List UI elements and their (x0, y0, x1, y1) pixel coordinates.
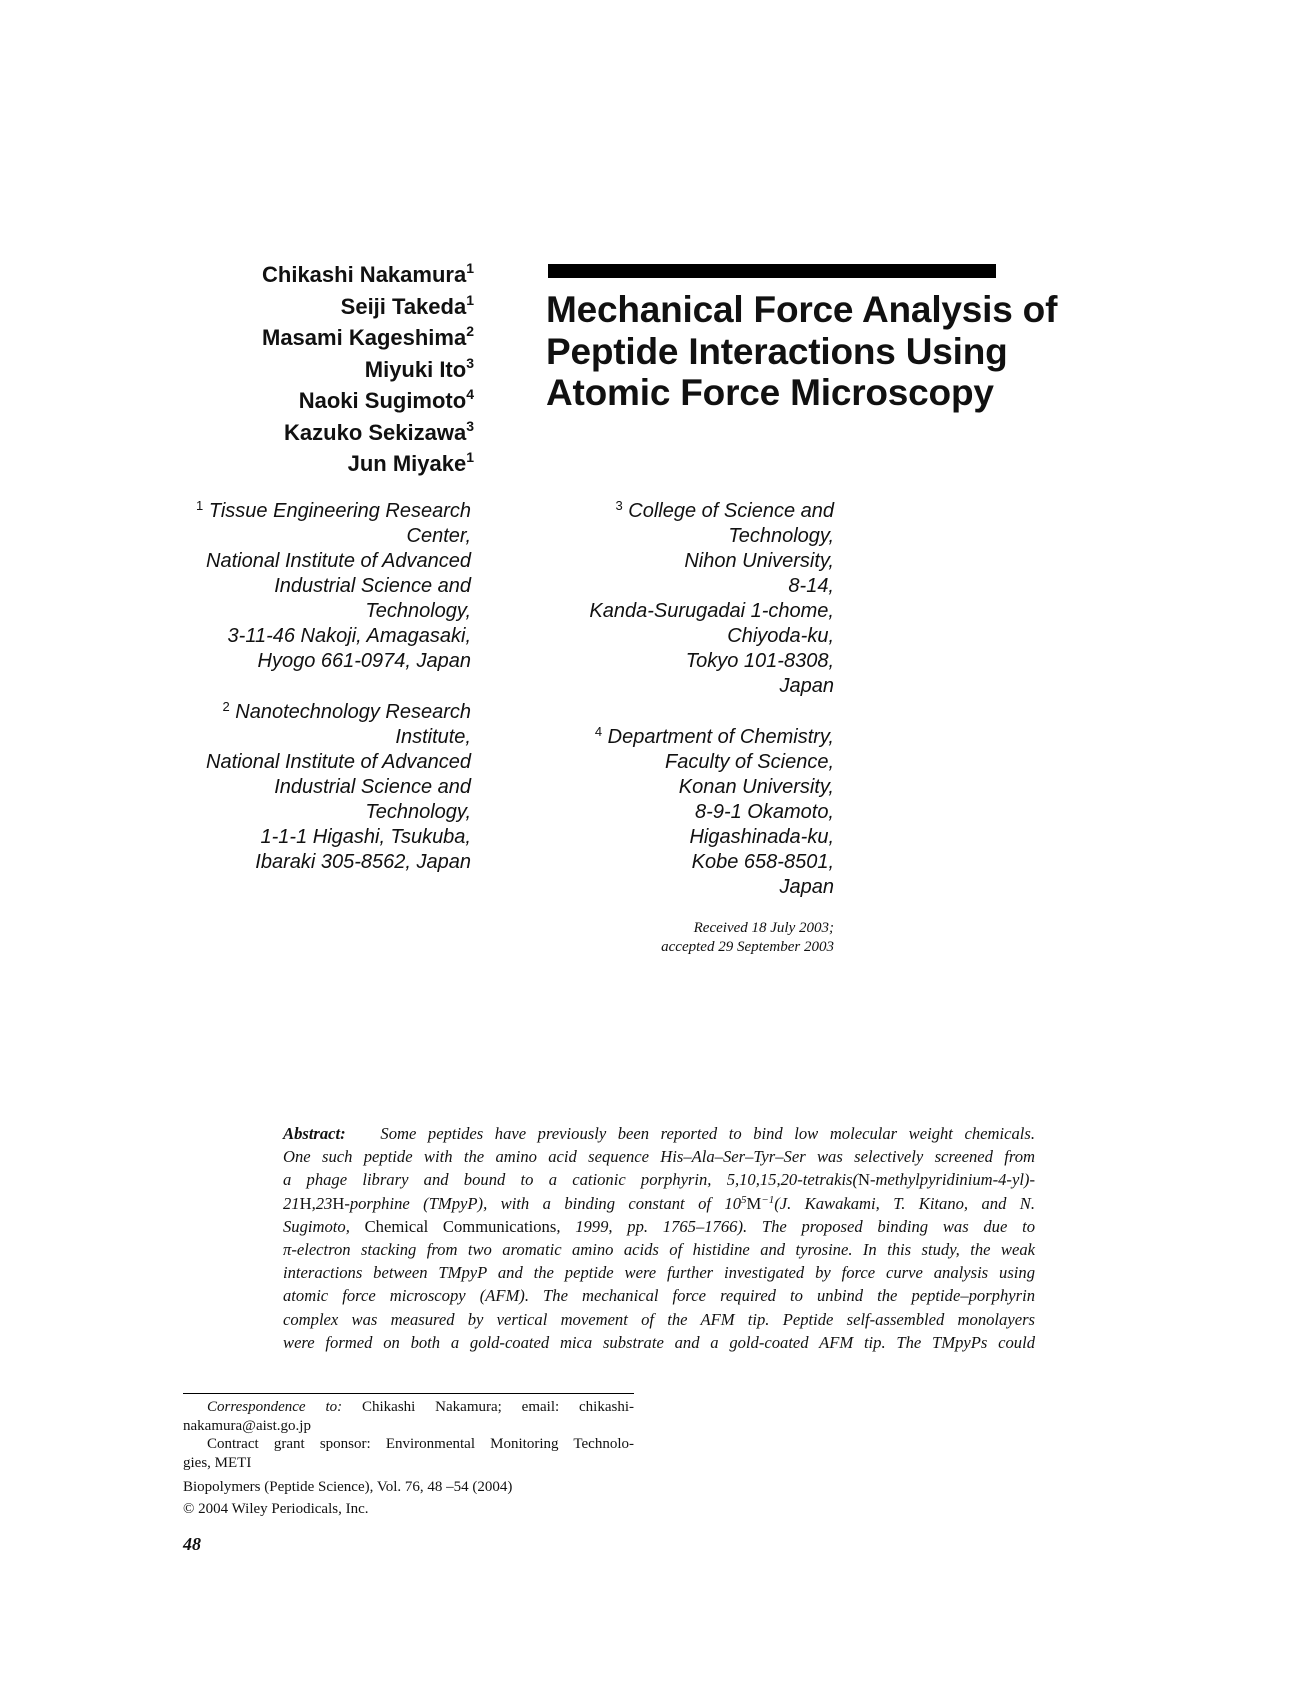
correspondence-email: nakamura@aist.go.jp (183, 1417, 311, 1434)
affiliation-4: $^4$ Department of Chemistry, Faculty of Science, Konan University, 8-9-1 Okamoto, Higashinada-ku, Kobe 658-8501, Japan (594, 724, 834, 898)
author-name: Miyuki Ito$^3$ (364, 354, 474, 382)
page-number: 48 (183, 1534, 201, 1554)
title-line: Mechanical Force Analysis of (546, 289, 1058, 330)
author-name: Chikashi Nakamura$^1$ (262, 260, 474, 287)
author-name: Kazuko Sekizawa$^3$ (284, 417, 474, 445)
author-name: Naoki Sugimoto$^4$ (298, 386, 474, 413)
journal-citation: Biopolymers (Peptide Science), Vol. 76, 48 –54 (2004) (183, 1479, 513, 1496)
grant-note: Contract grant sponsor: Environmental Monitoring Technolo- (207, 1436, 634, 1453)
author-name: Jun Miyake$^1$ (347, 449, 474, 476)
affiliation-1: $^1$ Tissue Engineering Research Center, National Institute of Advanced Industrial Science and Technology, 3-11-46 Nakoji, Amagasaki, Hyogo 661-0974, Japan (196, 498, 471, 672)
received-date: Received 18 July 2003; (693, 920, 834, 936)
author-list (180, 259, 474, 480)
footnotes (183, 1398, 634, 1519)
affiliation-2: $^2$ Nanotechnology Research Institute, National Institute of Advanced Industrial Science and Technology, 1-1-1 Higashi, Tsukuba, Ibaraki 305-8562, Japan (206, 699, 471, 873)
title-line: Atomic Force Microscopy (546, 372, 994, 413)
abstract-label: Abstract: (283, 1124, 346, 1143)
affiliation-3: $^3$ College of Science and Technology, Nihon University, 8-14, Kanda-Surugadai 1-chome, Chiyoda-ku, Tokyo 101-8308, Japan (589, 498, 834, 697)
correspondence-note: Correspondence to: Chikashi Nakamura; email: chikashi- (207, 1399, 634, 1415)
grant-note-cont: gies, METI (183, 1454, 252, 1471)
title-rule (548, 264, 996, 278)
title-line: Peptide Interactions Using (546, 330, 1008, 372)
copyright: © 2004 Wiley Periodicals, Inc. (183, 1500, 369, 1517)
article-title (546, 289, 1106, 414)
author-name: Masami Kageshima$^2$ (262, 323, 474, 350)
footnote-rule (183, 1393, 634, 1394)
abstract: Abstract: Some peptides have previously been reported to bind low molecular weight chemicals. One such peptide with the amino acid sequence His–Ala–Ser–Tyr–Ser was selectively screened from a phage library and bound to a cationic porphyrin, 5,10,15,20-tetrakis(N-methylpyridinium-4-yl)- 21H,23H-porphine (TMpyP), with a binding constant of $10^5M^{-1}(J$. Kawakami, T. Kitano, and N. Sugimoto, Chemical Communications, 1999, pp. 1765–1766). The proposed binding was due to π-electron stacking from two aromatic amino acids of histidine and tyrosine. In this study, the weak interactions between TMpyP and the peptide were further investigated by force curve analysis using atomic force microscopy (AFM). The mechanical force required to unbind the peptide–porphyrin complex was measured by vertical movement of the AFM tip. Peptide self-assembled monolayers were formed on both a gold-coated mica substrate and a gold-coated AFM tip. The TMpyPs could (283, 1124, 1036, 1352)
author-name: Seiji Takeda$^1$ (340, 291, 474, 319)
received-dates (560, 919, 834, 957)
accepted-date: accepted 29 September 2003 (661, 939, 834, 955)
